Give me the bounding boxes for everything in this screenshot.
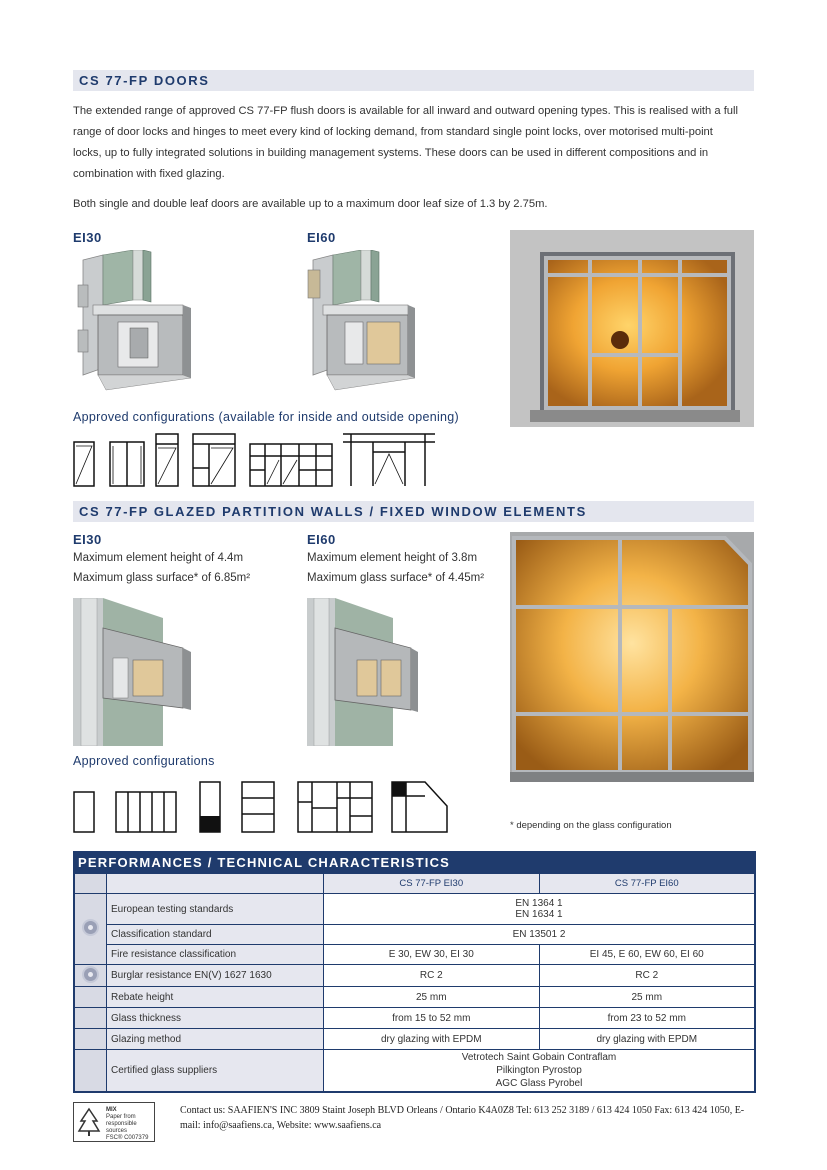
certification-icon — [82, 919, 99, 936]
walls-configuration-diagrams — [73, 778, 453, 836]
table-row: Certified glass suppliers Vetrotech Saint Gobain Contraflam Pilkington Pyrostop AGC Glass Pyrobel — [75, 1050, 755, 1092]
walls-configurations-label: Approved configurations — [73, 754, 215, 768]
doors-intro-paragraph: The extended range of approved CS 77-FP flush doors is available for all inward and outward opening types. This is realised with a full range of door locks and hinges to meet every kind of locking demand, from standard single point locks, over motorised multi-point locks, up to fully integrated solutions in building management systems. These doors can be used in different compositions and in combination with fixed glazing. — [73, 105, 739, 180]
doors-configurations-label: Approved configurations (available for inside and outside opening) — [73, 410, 460, 424]
performance-table — [73, 851, 756, 1093]
walls-ei30-glass: Maximum glass surface* of 6.85m² — [73, 572, 251, 584]
contact-info: Contact us: SAAFIEN'S INC 3809 Staint Joseph BLVD Orleans / Ontario K4A0Z8 Tel: 613 252 3189 / 613 424 1050 Fax: 613 424 1050, E-mail: info@saafiens.ca, Website: www.saafiens.ca — [180, 1105, 745, 1131]
fsc-logo: MIX Paper from responsible sources FSC® C007379 — [73, 1102, 155, 1142]
table-row: Fire resistance classification E 30, EW 30, EI 30 EI 45, E 60, EW 60, EI 60 — [75, 945, 755, 965]
walls-ei60-glass: Maximum glass surface* of 4.45m² — [307, 572, 485, 584]
doors-fire-test-photo — [510, 230, 754, 427]
walls-section-header: CS 77-FP GLAZED PARTITION WALLS / FIXED WINDOW ELEMENTS — [73, 501, 754, 522]
table-header-row — [75, 874, 755, 894]
doors-section-header: CS 77-FP DOORS — [73, 70, 754, 91]
doors-size-paragraph: Both single and double leaf doors are available up to a maximum door leaf size of 1.3 by 2.75m. — [73, 198, 548, 210]
table-row: Glass thickness from 15 to 52 mm from 23 to 52 mm — [75, 1008, 755, 1029]
doors-configuration-diagrams — [73, 432, 438, 488]
walls-ei60-label: EI60 — [307, 532, 336, 547]
column-ei60: CS 77-FP EI60 — [539, 874, 755, 894]
column-ei30: CS 77-FP EI30 — [324, 874, 540, 894]
table-row: European testing standards EN 1364 1 EN 1634 1 — [75, 894, 755, 925]
walls-ei30-height: Maximum element height of 4.4m — [73, 552, 244, 564]
walls-fire-test-photo — [510, 532, 754, 782]
table-row: Burglar resistance EN(V) 1627 1630 RC 2 RC 2 — [75, 965, 755, 987]
walls-ei30-label: EI30 — [73, 532, 102, 547]
wall-ei60-profile-image — [307, 598, 419, 746]
doors-ei30-label: EI30 — [73, 230, 102, 245]
doors-ei60-label: EI60 — [307, 230, 336, 245]
performance-table-title: PERFORMANCES / TECHNICAL CHARACTERISTICS — [74, 852, 755, 873]
glass-configuration-note: * depending on the glass configuration — [510, 820, 672, 831]
door-ei60-profile-image — [305, 250, 425, 400]
burglar-resistance-icon — [82, 966, 99, 983]
walls-ei60-height: Maximum element height of 3.8m — [307, 552, 478, 564]
table-row: Classification standard EN 13501 2 — [75, 925, 755, 945]
performance-grid — [74, 873, 755, 1092]
door-ei30-profile-image — [73, 250, 198, 400]
table-row: Glazing method dry glazing with EPDM dry glazing with EPDM — [75, 1029, 755, 1050]
fsc-tree-icon — [77, 1107, 101, 1137]
wall-ei30-profile-image — [73, 598, 193, 746]
table-row: Rebate height 25 mm 25 mm — [75, 987, 755, 1008]
